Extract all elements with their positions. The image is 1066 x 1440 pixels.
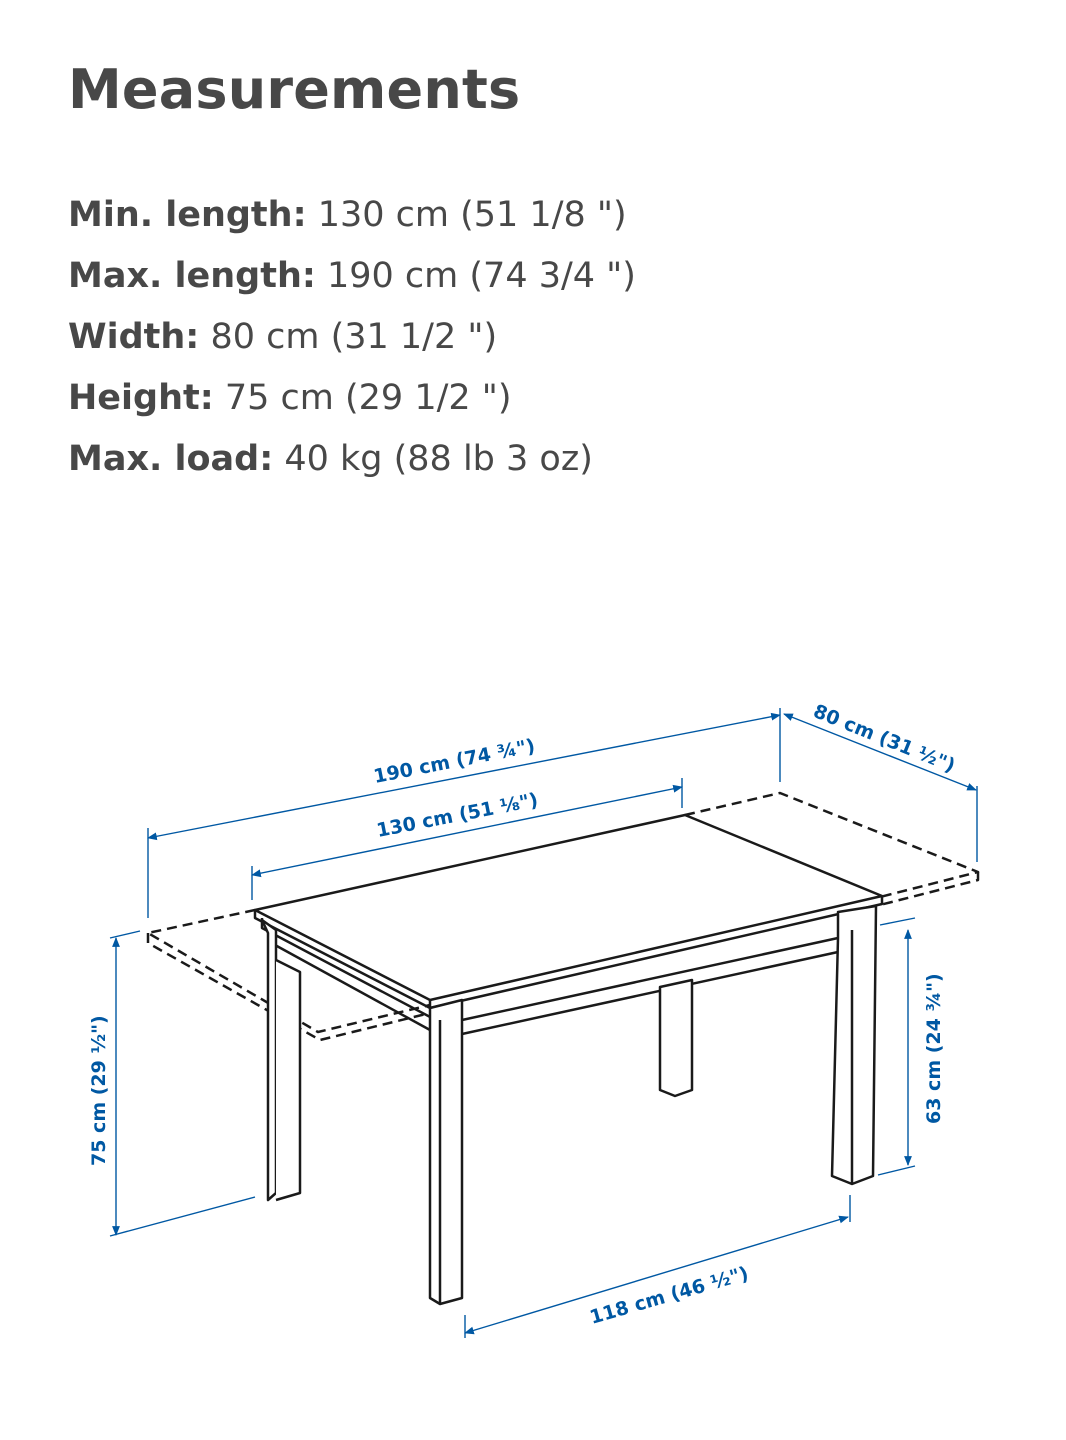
spec-label: Min. length:: [68, 195, 307, 235]
dim-label-leg-span: 118 cm (46 ½"): [587, 1262, 751, 1329]
spec-value: 40 kg (88 lb 3 oz): [284, 439, 593, 479]
table-illustration: [148, 793, 978, 1304]
dim-label-max-length: 190 cm (74 ¾"): [371, 735, 537, 788]
spec-label: Width:: [68, 317, 200, 357]
spec-value: 80 cm (31 1/2 "): [210, 317, 498, 357]
page-title: Measurements: [68, 58, 521, 121]
spec-label: Max. load:: [68, 439, 274, 479]
spec-label: Height:: [68, 378, 214, 418]
dim-label-min-length: 130 cm (51 ⅛"): [374, 789, 540, 842]
spec-min-length: [68, 185, 636, 246]
dim-label-height: 75 cm (29 ½"): [88, 1015, 110, 1166]
tabletop: [255, 815, 882, 1008]
spec-label: Max. length:: [68, 256, 316, 296]
spec-max-length: [68, 246, 636, 307]
spec-value: 130 cm (51 1/8 "): [317, 195, 627, 235]
dim-label-width: 80 cm (31 ½"): [810, 700, 959, 778]
spec-value: 190 cm (74 3/4 "): [327, 256, 636, 296]
spec-list: [68, 185, 636, 490]
dim-label-leg-clearance: 63 cm (24 ¾"): [923, 973, 945, 1124]
spec-width: [68, 307, 636, 368]
spec-value: 75 cm (29 1/2 "): [224, 378, 512, 418]
spec-height: [68, 368, 636, 429]
table-dimension-diagram: [0, 530, 1066, 1440]
spec-max-load: [68, 429, 636, 490]
